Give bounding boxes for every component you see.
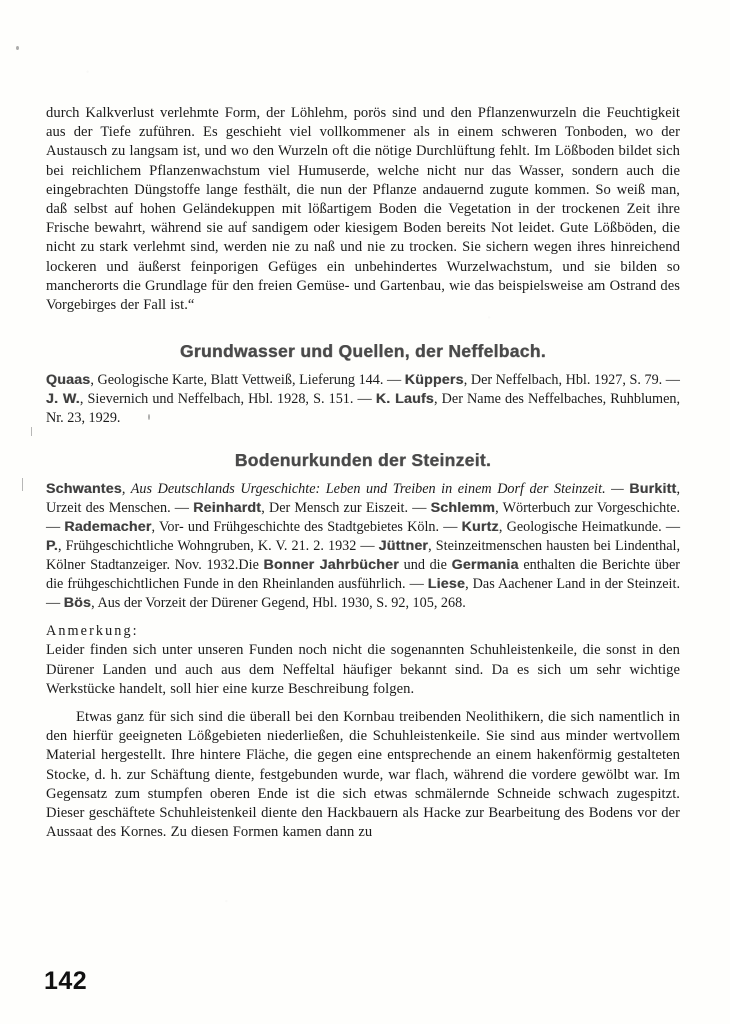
author-jw: J. W.	[46, 391, 80, 408]
journal-bonner-jahrbuecher: Bonner Jahrbücher	[263, 557, 399, 574]
ref-germania-text: enthalten die Berichte über die frühgeschichtlichen Funde in den Rheinlanden ausführlich. —	[46, 557, 680, 593]
ref-boes-text: , Aus der Vorzeit der Dürener Gegend, Hbl. 1930, S. 92, 105, 268.	[91, 595, 466, 612]
author-burkitt: Burkitt	[629, 481, 677, 498]
author-p: P.	[46, 538, 58, 555]
ref-laufs-text: , Der Name des Neffelbaches, Ruhblumen, Nr. 23, 1929.	[46, 391, 681, 427]
scan-speck	[16, 46, 19, 50]
page-number: 142	[44, 967, 88, 995]
ref-quaas-text: , Geologische Karte, Blatt Vettweiß, Lieferung 144. —	[90, 372, 405, 389]
author-kueppers: Küppers	[404, 372, 464, 389]
ref-jw-text: , Sievernich und Neffelbach, Hbl. 1928, S. 151. —	[79, 391, 376, 408]
ref-kurtz-text: , Geologische Heimatkunde. —	[498, 519, 681, 536]
ref-liese-text: , Das Aachener Land in der Steinzeit. —	[46, 576, 680, 612]
section-heading-grundwasser: Grundwasser und Quellen, der Neffelbach.	[180, 341, 546, 362]
author-rademacher: Rademacher	[64, 519, 152, 536]
author-kurtz: Kurtz	[461, 519, 499, 536]
scan-mark	[22, 478, 23, 491]
closing-paragraph: Etwas ganz für sich sind die überall bei den Kornbau treibenden Neolithikern, die sich namentlich in den hierfür geeigneten Lößgebieten niederließen, die Schuhleistenkeile. Sie sind aus minder wertvollem Material hergestellt. Ihre hintere Fläche, die gegen eine entsprechende an einem hakenförmig gestalteten Stocke, d. h. zur Schäftung diente, festgebunden wurde, war flach, während die vordere gewölbt war. Im Gegensatz zum stumpfen oberen Ende ist die sich etwas schmälernde Schneide schwach zugespitzt. Dieser geschäftete Schuhleistenkeil diente den Hackbauern als Hacke zur Bearbeitung des Bodens vor der Aussaat des Kornes. Zu diesen Formen kamen dann zu	[46, 709, 680, 841]
author-quaas: Quaas	[46, 372, 91, 389]
author-laufs: K. Laufs	[375, 391, 434, 408]
bibliography-grundwasser	[46, 371, 680, 428]
author-boes: Bös	[63, 595, 92, 612]
section-heading-bodenurkunden: Bodenurkunden der Steinzeit.	[234, 450, 492, 471]
ref-schwantes-text: , Aus Deutschlands Urgeschichte: Leben und Treiben in einem Dorf der Steinzeit. —	[121, 481, 630, 498]
ref-p-text: , Frühgeschichtliche Wohngruben, K. V. 21. 2. 1932 —	[57, 538, 379, 555]
author-schwantes: Schwantes	[46, 481, 122, 498]
page-content	[46, 104, 680, 842]
ref-reinhardt-text: , Der Mensch zur Eiszeit. —	[261, 500, 431, 517]
author-reinhardt: Reinhardt	[193, 500, 262, 517]
opening-paragraph: durch Kalkverlust verlehmte Form, der Löhlehm, porös sind und den Pflanzenwurzeln die Feuchtigkeit aus der Tiefe zuführen. Es geschieht viel vollkommener als in einem schweren Tonboden, wo der Austausch zu langsam ist, und wo den Wurzeln oft die nötige Durchlüftung fehlt. Im Lößboden bildet sich bei reichlichem Pflanzenwachstum viel Humuserde, welche nicht nur das Wasser, sondern auch die eingebrachten Düngstoffe lange festhält, die nun der Pflanze andauernd zugute kommen. So weiß man, daß selbst auf hohen Geländekuppen mit lößartigem Boden die Vegetation in der trockenen Zeit ihre Frische bewahrt, während sie auf sandigem oder kiesigem Boden bereits Not leidet. Gute Lößböden, die nicht zu stark verlehmt sind, werden nie zu naß und nie zu trocken. Sie sichern wegen ihres hinreichend lockeren und äußerst feinporigen Gefüges ein unbehindertes Wurzelwachstum, und sie bilden so mancherorts die Grundlage für den freien Gemüse- und Gartenbau, wie das beispielsweise am Ostrand des Vorgebirges der Fall ist.“	[46, 105, 680, 314]
ref-juettner-text: , Steinzeitmenschen hausten bei Lindenthal, Kölner Stadtanzeiger. Nov. 1932.	[46, 538, 680, 574]
ref-burkitt-text: , Urzeit des Menschen. —	[46, 481, 680, 517]
note-paragraph: Leider finden sich unter unseren Funden noch nicht die sogenannten Schuhleistenkeile, die sonst in den Dürener Landen und auch aus dem Neffeltal häufiger bekannt sind. Da es sich um sehr wichtige Werkstücke handelt, soll hier eine kurze Beschreibung folgen.	[46, 642, 680, 697]
note-label: Anmerkung:	[46, 623, 139, 640]
continuation-lead: Die	[238, 557, 264, 574]
ref-bj-text: und die	[398, 557, 452, 574]
scan-mark	[31, 427, 32, 436]
bibliography-steinzeit	[46, 480, 680, 613]
ref-kueppers-text: , Der Neffelbach, Hbl. 1927, S. 79. —	[463, 372, 680, 389]
author-juettner: Jüttner	[378, 538, 429, 555]
ref-schlemm-text: , Wörterbuch zur Vorgeschichte. —	[46, 500, 680, 536]
author-schlemm: Schlemm	[430, 500, 496, 517]
author-liese: Liese	[427, 576, 466, 593]
ref-rademacher-text: , Vor- und Frühgeschichte des Stadtgebietes Köln. —	[151, 519, 462, 536]
journal-germania: Germania	[451, 557, 519, 574]
